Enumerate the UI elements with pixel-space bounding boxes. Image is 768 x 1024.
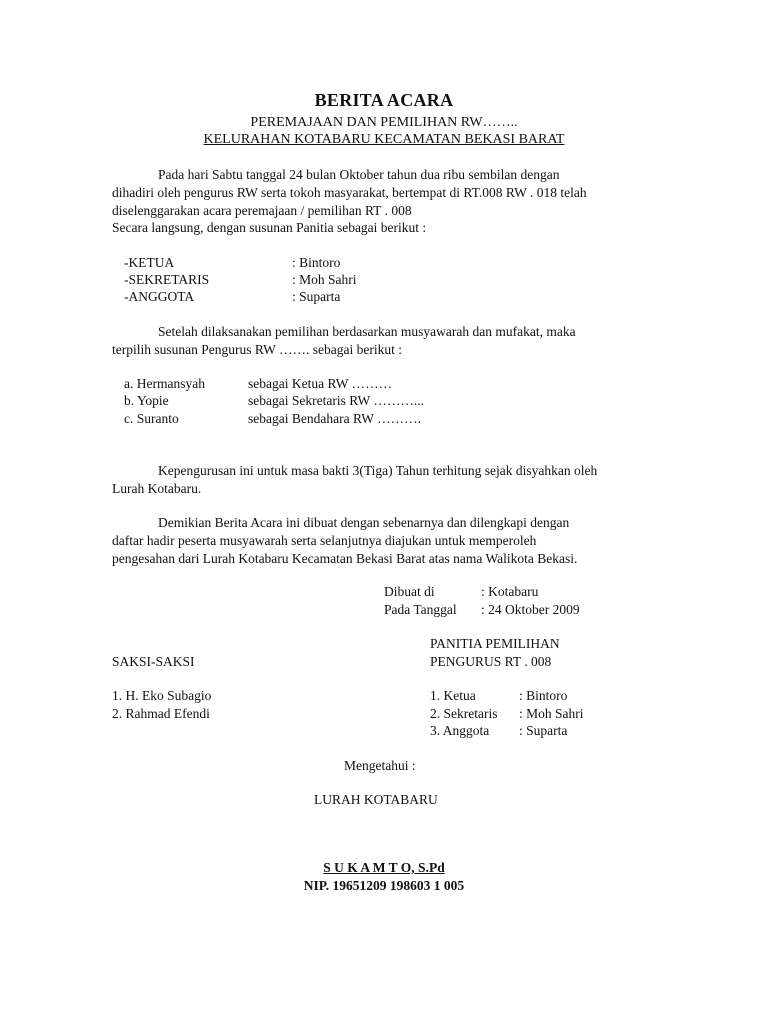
panitia-name: : Moh Sahri [292, 272, 357, 287]
intro-line-1: Pada hari Sabtu tanggal 24 bulan Oktober tahun dua ribu sembilan dengan [158, 167, 560, 182]
panitia-role: -ANGGOTA [124, 289, 195, 304]
term-line-2: Lurah Kotabaru. [112, 481, 202, 496]
closing-line-3: pengesahan dari Lurah Kotabaru Kecamatan Bekasi Barat atas nama Walikota Bekasi. [112, 551, 578, 566]
saksi-item: 1. H. Eko Subagio [112, 688, 212, 703]
panitia-role: -SEKRETARIS [124, 272, 210, 287]
signer-name: S U K A M T O, S.Pd [323, 860, 445, 875]
panitia-name: : Bintoro [292, 255, 341, 270]
intro-line-3: diselenggarakan acara peremajaan / pemilihan RT . 008 [112, 203, 412, 218]
election-line-1: Setelah dilaksanakan pemilihan berdasarkan musyawarah dan mufakat, maka [158, 324, 576, 339]
pengurus-name: b. Yopie [124, 393, 169, 408]
intro-line-2: dihadiri oleh pengurus RW serta tokoh masyarakat, bertempat di RT.008 RW . 018 telah [112, 185, 587, 200]
signer-nip: NIP. 19651209 198603 1 005 [303, 878, 465, 893]
panitia-role: -KETUA [124, 255, 175, 270]
pengurus-role: sebagai Bendahara RW ………. [248, 411, 421, 426]
term-line-1: Kepengurusan ini untuk masa bakti 3(Tiga) Tahun terhitung sejak disyahkan oleh [158, 463, 598, 478]
approval-label: Mengetahui : [344, 758, 416, 773]
closing-line-1: Demikian Berita Acara ini dibuat dengan sebenarnya dan dilengkapi dengan [158, 515, 570, 530]
closing-line-2: daftar hadir peserta musyawarah serta selanjutnya diajukan untuk memperoleh [112, 533, 537, 548]
committee-heading-1: PANITIA PEMILIHAN [430, 636, 560, 651]
place-value: : Kotabaru [481, 584, 539, 599]
document-subtitle-location: KELURAHAN KOTABARU KECAMATAN BEKASI BARAT [203, 132, 565, 147]
committee-role: 1. Ketua [430, 688, 476, 703]
approval-office: LURAH KOTABARU [314, 792, 438, 807]
committee-role: 2. Sekretaris [430, 706, 498, 721]
place-label: Dibuat di [384, 584, 435, 599]
saksi-item: 2. Rahmad Efendi [112, 706, 210, 721]
document-subtitle: PEREMAJAAN DAN PEMILIHAN RW…….. [250, 115, 518, 130]
saksi-heading: SAKSI-SAKSI [112, 654, 195, 669]
date-value: : 24 Oktober 2009 [481, 602, 580, 617]
panitia-name: : Suparta [292, 289, 341, 304]
pengurus-role: sebagai Ketua RW ……… [248, 376, 393, 391]
committee-role: 3. Anggota [430, 723, 490, 738]
committee-name: : Suparta [519, 723, 568, 738]
date-label: Pada Tanggal [384, 602, 457, 617]
committee-name: : Bintoro [519, 688, 568, 703]
pengurus-name: a. Hermansyah [124, 376, 205, 391]
committee-heading-2: PENGURUS RT . 008 [430, 654, 552, 669]
election-line-2: terpilih susunan Pengurus RW ……. sebagai berikut : [112, 342, 402, 357]
pengurus-name: c. Suranto [124, 411, 179, 426]
document-title: BERITA ACARA [314, 90, 454, 110]
committee-name: : Moh Sahri [519, 706, 584, 721]
pengurus-role: sebagai Sekretaris RW ………... [248, 393, 424, 408]
intro-line-4: Secara langsung, dengan susunan Panitia sebagai berikut : [112, 220, 427, 235]
